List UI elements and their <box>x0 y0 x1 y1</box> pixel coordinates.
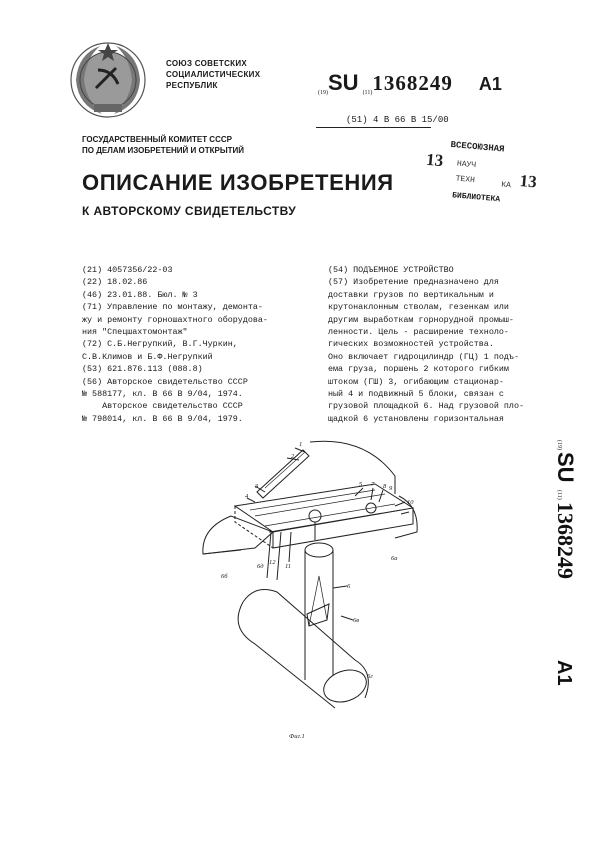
abstract-line: доставки грузов по вертикальным и <box>328 289 494 300</box>
label-7: 7 <box>371 481 375 488</box>
biblio-item: (22) 18.02.86 <box>82 277 148 288</box>
document-title: ОПИСАНИЕ ИЗОБРЕТЕНИЯ <box>82 170 394 195</box>
divider <box>316 127 431 128</box>
committee-line: ГОСУДАРСТВЕННЫЙ КОМИТЕТ СССР <box>82 135 232 144</box>
label-6g: 6г <box>367 673 373 680</box>
abstract-line: ема груза, поршень 2 которого гибким <box>328 364 509 375</box>
inid-11: (11) <box>362 90 373 96</box>
biblio-item: Авторское свидетельство СССР № 798014, кл. В 66 В 9/04, 1979. <box>82 401 243 424</box>
abstract-line: грузовой площадкой 6. Над грузовой пло- <box>328 401 525 412</box>
abstract-line: щадкой 6 установлены горизонтальная <box>328 413 504 424</box>
biblio-item: (72) С.Б.Негрупкий, В.Г.Чуркин, С.В.Климов и Б.Ф.Негрупкий <box>82 339 238 362</box>
ipc-code: B 66 B 15/00 <box>383 115 449 125</box>
abstract-line: ленности. Цель - расширение техноло- <box>328 327 509 338</box>
ipc-prefix: (51) 4 <box>346 115 379 125</box>
committee-name <box>82 134 244 156</box>
org-line: СОЦИАЛИСТИЧЕСКИХ <box>166 70 261 79</box>
label-4: 4 <box>245 493 249 500</box>
vertical-number: 1368249 <box>553 502 578 579</box>
committee-line: ПО ДЕЛАМ ИЗОБРЕТЕНИЙ И ОТКРЫТИЙ <box>82 146 245 155</box>
ipc-classification <box>346 115 449 125</box>
org-line: РЕСПУБЛИК <box>166 81 218 90</box>
abstract-line: (57) Изобретение предназначено для <box>328 277 499 288</box>
country-name <box>166 58 260 91</box>
vertical-patent-id <box>552 420 588 720</box>
vertical-country: SU <box>553 452 578 483</box>
bibliographic-data <box>82 264 310 425</box>
label-11: 11 <box>285 563 292 570</box>
biblio-item: (71) Управление по монтажу, демонта- жу и ремонту горношахтного оборудова- ния "Спецшахтомонтаж" <box>82 302 268 338</box>
abstract-line: штоком (ГШ) 3, огибающим стационар- <box>328 376 504 387</box>
ussr-emblem <box>68 40 148 120</box>
document-subtitle: К АВТОРСКОМУ СВИДЕТЕЛЬСТВУ <box>82 204 297 218</box>
technical-drawing <box>195 436 425 746</box>
publication-number <box>318 70 502 96</box>
patent-number: 1368249 <box>372 71 453 95</box>
vertical-inid-11: (11) <box>556 490 562 500</box>
label-6a: 6а <box>391 555 398 562</box>
org-line: СОЮЗ СОВЕТСКИХ <box>166 59 248 68</box>
library-stamp <box>420 138 550 214</box>
biblio-item: (46) 23.01.88. Бюл. № 3 <box>82 289 198 300</box>
label-9: 9 <box>389 485 393 492</box>
inid-19: (19) <box>318 90 328 96</box>
stamp-line1: ВСЕСОЮЗНАЯ <box>450 139 505 155</box>
biblio-item: (56) Авторское свидетельство СССР № 588177, кл. В 66 В 9/04, 1974. <box>82 376 248 400</box>
country-code: SU <box>328 70 359 95</box>
abstract-line: ный 4 и подвижный 5 блоки, связан с <box>328 389 504 400</box>
vertical-kind: A1 <box>553 660 575 686</box>
label-6b: 6б <box>221 573 228 580</box>
figure-caption: Фиг.1 <box>289 733 305 740</box>
abstract-line: крутонаклонным стволам, гезенкам или <box>328 302 509 313</box>
label-6: 6 <box>347 583 351 590</box>
stamp-number-left: 13 <box>425 149 444 171</box>
stamp-line3b: КА <box>500 180 512 191</box>
abstract-line: Оно включает гидроцилиндр (ГЦ) 1 подъ- <box>328 351 519 362</box>
abstract-title: (54) ПОДЪЕМНОЕ УСТРОЙСТВО <box>328 265 454 275</box>
abstract <box>328 264 558 425</box>
label-8: 8 <box>383 483 387 490</box>
stamp-line2: НАУЧ <box>456 159 477 171</box>
stamp-line4: БИБЛИОТЕКА <box>451 191 501 205</box>
label-5: 5 <box>359 481 363 488</box>
label-1: 1 <box>299 441 303 448</box>
label-3: 3 <box>255 483 259 490</box>
abstract-line: гических возможностей устройства. <box>328 339 494 350</box>
label-10: 10 <box>407 499 414 506</box>
label-12: 12 <box>269 559 276 566</box>
stamp-number-right: 13 <box>518 171 538 192</box>
biblio-item: (53) 621.876.113 (088.8) <box>82 364 203 375</box>
vertical-inid-19: (19) <box>556 440 562 450</box>
abstract-line: другим выработкам горнорудной промыш- <box>328 314 514 325</box>
label-2: 2 <box>291 453 295 460</box>
biblio-item: (21) 4057356/22-03 <box>82 265 173 275</box>
stamp-line3: ТЕХН <box>455 174 476 186</box>
label-6d: 6д <box>257 563 264 570</box>
label-6v: 6в <box>353 617 360 624</box>
kind-code: A1 <box>478 74 502 94</box>
